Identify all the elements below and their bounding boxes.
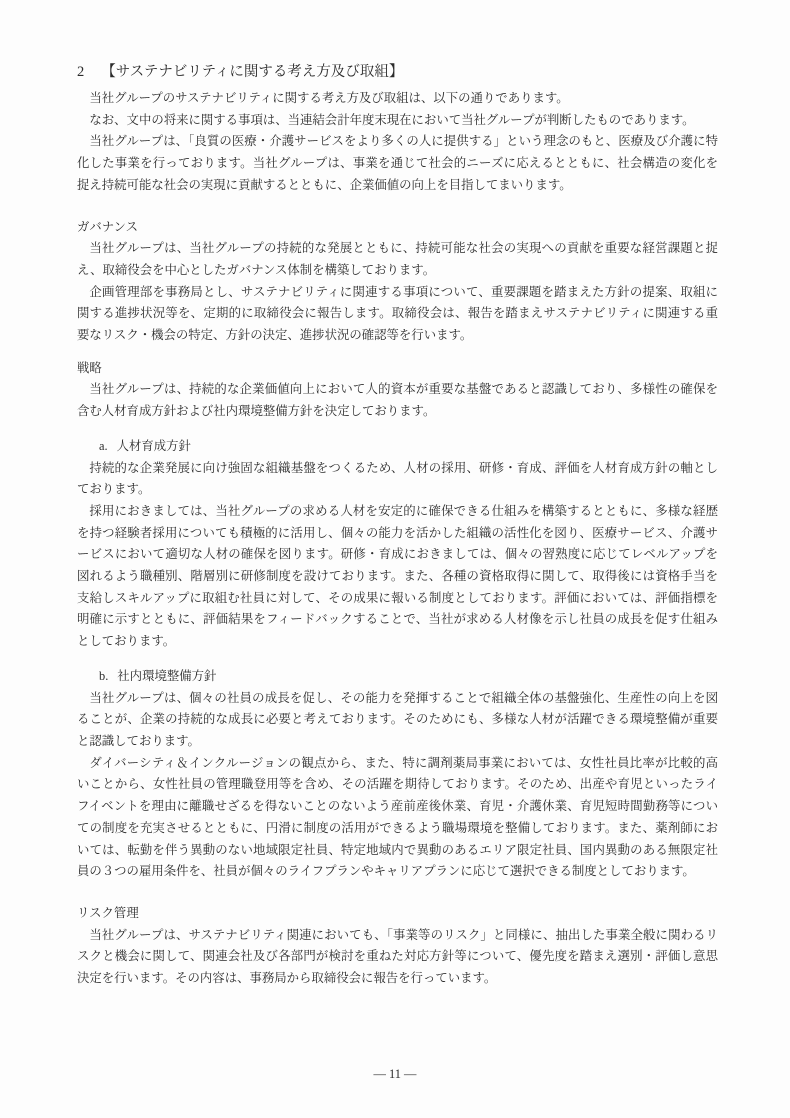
subsection-b-heading <box>77 666 718 688</box>
subsection-a-label: a. <box>99 438 108 453</box>
intro-paragraph-2: なお、文中の将来に関する事項は、当連結会計年度末現在において当社グループが判断したものであります。 <box>89 112 695 127</box>
subsection-b-paragraph-2: ダイバーシティ＆インクルージョンの観点から、また、特に調剤薬局事業においては、女性社員比率が比較的高いことから、女性社員の管理職登用等を含め、その活躍を期待しております。そのため、出産や育児といったライフイベントを理由に離職せざるを得ないことのないよう産前産後休業、育児・介護休業、育児短時間勤務等についての制度を充実させるとともに、円滑に制度の活用ができるよう職場環境を整備しております。また、薬剤師においては、転勤を伴う異動のない地域限定社員、特定地域内で異動のあるエリア限定社員、国内異動のある無限定社員の３つの雇用条件を、社員が個々のライフプランやキャリアプランに応じて選択できる制度としております。 <box>77 755 718 879</box>
section-heading <box>77 60 718 84</box>
subsection-b-label: b. <box>99 668 109 683</box>
risk-paragraph-1: 当社グループは、サステナビリティ関連においても、「事業等のリスク」と同様に、抽出した事業全般に関わるリスクと機会に関して、関連会社及び各部門が検討を重ねた対応方針等について、優先度を踏まえ選別・評価し意思決定を行います。その内容は、事務局から取締役会に報告を行っています。 <box>77 927 718 986</box>
subsection-b-paragraph-1: 当社グループは、個々の社員の成長を促し、その能力を発揮することで組織全体の基盤強化、生産性の向上を図ることが、企業の持続的な成長に必要と考えております。そのためにも、多様な人材が活躍できる環境整備が重要と認識しております。 <box>77 690 718 748</box>
governance-heading: ガバナンス <box>77 219 138 234</box>
risk-heading: リスク管理 <box>77 905 139 920</box>
intro-paragraph-3: 当社グループは、「良質の医療・介護サービスをより多くの人に提供する」という理念のもと、医療及び介護に特化した事業を行っております。当社グループは、事業を通じて社会的ニーズに応えるとともに、社会構造の変化を捉え持続可能な社会の実現に貢献するとともに、企業価値の向上を目指してまいります。 <box>77 134 718 192</box>
section-number: 2 <box>77 64 85 80</box>
strategy-paragraph-1: 当社グループは、持続的な企業価値向上において人的資本が重要な基盤であると認識しており、多様性の確保を含む人材育成方針および社内環境整備方針を決定しております。 <box>77 382 718 419</box>
subsection-a-heading <box>77 436 718 458</box>
governance-paragraph-1: 当社グループは、当社グループの持続的な発展とともに、持続可能な社会の実現への貢献を重要な経営課題と捉え、取締役会を中心としたガバナンス体制を構築しております。 <box>77 241 718 277</box>
governance-paragraph-2: 企画管理部を事務局とし、サステナビリティに関連する事項について、重要課題を踏まえた方針の提案、取組に関する進捗状況等を、定期的に取締役会に報告します。取締役会は、報告を踏まえサステナビリティに関連する重要なリスク・機会の特定、方針の決定、進捗状況の確認等を行います。 <box>77 284 718 343</box>
strategy-heading: 戦略 <box>77 360 102 375</box>
page-number: ― 11 ― <box>373 1067 417 1081</box>
section-title: 【サステナビリティに関する考え方及び取組】 <box>101 64 404 80</box>
subsection-a-paragraph-2: 採用におきましては、当社グループの求める人材を安定的に確保できる仕組みを構築するとともに、多様な経歴を持つ経験者採用についても積極的に活用し、個々の能力を活かした組織の活性化を図り、医療サービス、介護サービスにおいて適切な人材の確保を図ります。研修・育成におきましては、個々の習熟度に応じてレベルアップを図れるよう職種別、階層別に研修制度を設けております。また、各種の資格取得に関して、取得後には資格手当を支給しスキルアップに取組む社員に対して、その成果に報いる制度としております。評価においては、評価指標を明確に示すとともに、評価結果をフィードバックすることで、当社が求める人材像を示し社員の成長を促す仕組みとしております。 <box>77 503 718 649</box>
subsection-a-title: 人材育成方針 <box>116 438 191 453</box>
intro-paragraph-1: 当社グループのサステナビリティに関する考え方及び取組は、以下の通りであります。 <box>89 91 569 105</box>
subsection-a-paragraph-1: 持続的な企業発展に向け強固な組織基盤をつくるため、人材の採用、研修・育成、評価を人材育成方針の軸としております。 <box>77 460 718 497</box>
subsection-b-title: 社内環境整備方針 <box>117 668 217 683</box>
